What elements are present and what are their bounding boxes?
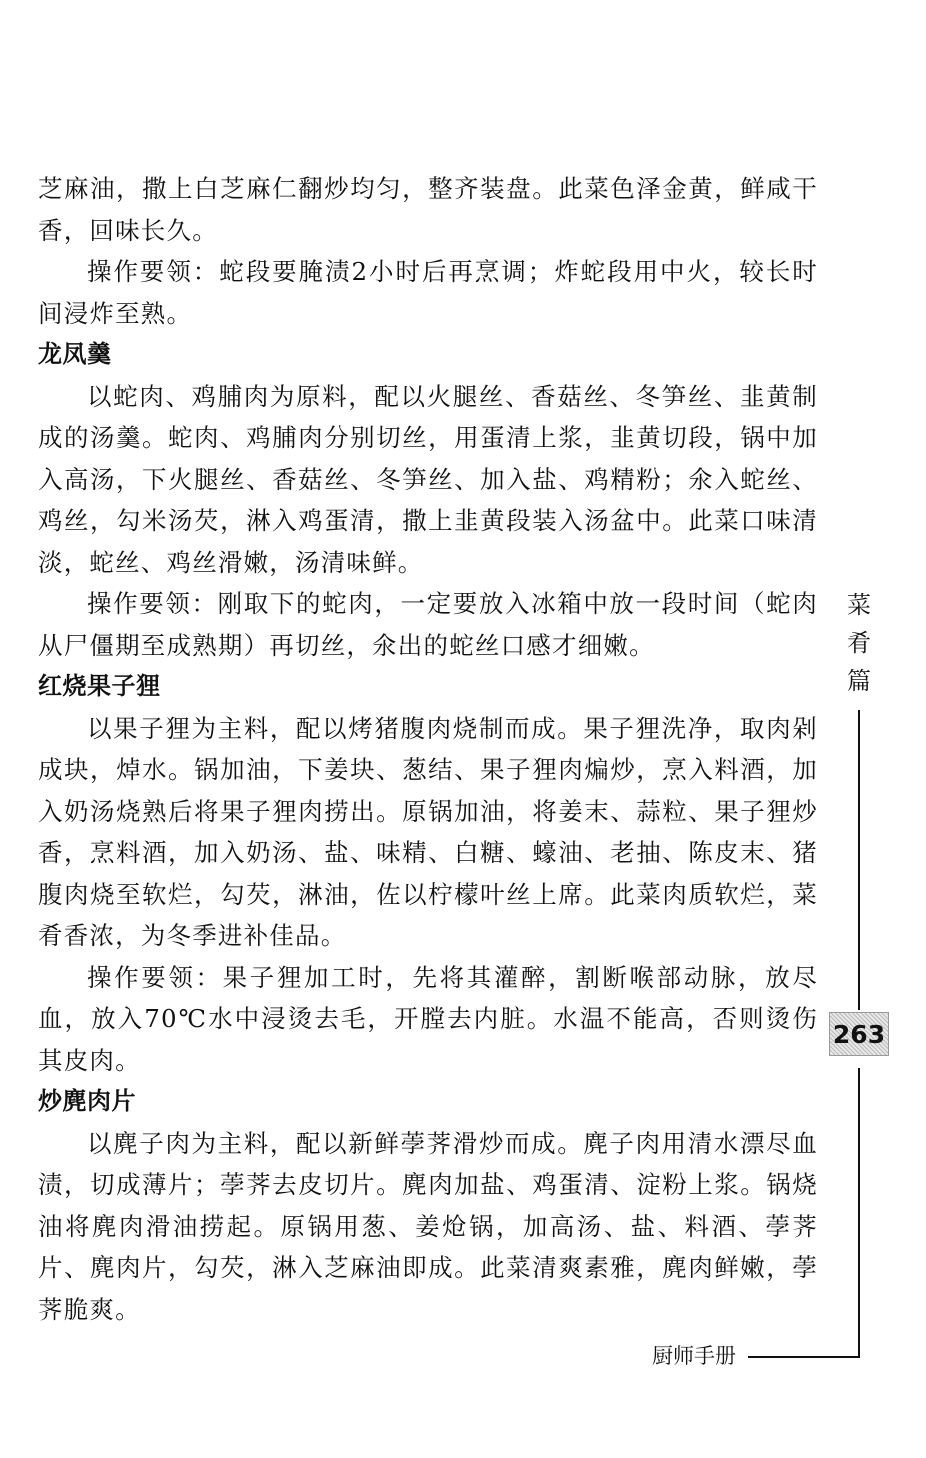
side-title-char: 菜 xyxy=(847,591,871,619)
section-heading: 龙凤羹 xyxy=(38,340,112,368)
side-title-char: 肴 xyxy=(847,629,871,657)
footer-rule xyxy=(748,1356,860,1358)
paragraph: 芝麻油，撒上白芝麻仁翻炒均匀，整齐装盘。此菜色泽金黄，鲜咸干香，回味长久。 xyxy=(38,174,818,245)
main-text xyxy=(38,168,818,1330)
paragraph: 操作要领：果子狸加工时，先将其灌醉，割断喉部动脉，放尽血，放入70℃水中浸烫去毛，开膛去内脏。水温不能高，否则烫伤其皮肉。 xyxy=(38,962,818,1075)
paragraph: 以果子狸为主料，配以烤猪腹肉烧制而成。果子狸洗净，取肉剁成块，焯水。锅加油，下姜块、葱结、果子狸肉煸炒，烹入料酒，加入奶汤烧熟后将果子狸肉捞出。原锅加油，将姜末、蒜粒、果子狸炒香，烹料酒，加入奶汤、盐、味精、白糖、蠔油、老抽、陈皮末、猪腹肉烧至软烂，勾芡，淋油，佐以柠檬叶丝上席。此菜肉质软烂，菜肴香浓，为冬季进补佳品。 xyxy=(38,713,818,950)
paragraph: 以麂子肉为主料，配以新鲜荸荠滑炒而成。麂子肉用清水漂尽血渍，切成薄片；荸荠去皮切片。麂肉加盐、鸡蛋清、淀粉上浆。锅烧油将麂肉滑油捞起。原锅用葱、姜炝锅，加高汤、盐、料酒、荸荠片、麂肉片，勾芡，淋入芝麻油即成。此菜清爽素雅，麂肉鲜嫩，荸荠脆爽。 xyxy=(38,1128,818,1324)
section-heading: 红烧果子狸 xyxy=(38,672,161,700)
margin-rule-upper xyxy=(858,710,860,1010)
margin-rule-lower xyxy=(858,1068,860,1356)
paragraph: 以蛇肉、鸡脯肉为原料，配以火腿丝、香菇丝、冬笋丝、韭黄制成的汤羹。蛇肉、鸡脯肉分别切丝，用蛋清上浆，韭黄切段，锅中加入高汤，下火腿丝、香菇丝、冬笋丝、加入盐、鸡精粉；氽入蛇丝、鸡丝，勾米汤芡，淋入鸡蛋清，撒上韭黄段装入汤盆中。此菜口味清淡，蛇丝、鸡丝滑嫩，汤清味鲜。 xyxy=(38,381,818,577)
side-title-char: 篇 xyxy=(847,667,871,695)
page-number: 263 xyxy=(829,1012,889,1056)
paragraph: 操作要领：刚取下的蛇肉，一定要放入冰箱中放一段时间（蛇肉从尸僵期至成熟期）再切丝，氽出的蛇丝口感才细嫩。 xyxy=(38,589,818,660)
chapter-side-title xyxy=(844,586,874,700)
paragraph: 操作要领：蛇段要腌渍2小时后再烹调；炸蛇段用中火，较长时间浸炸至熟。 xyxy=(38,257,818,328)
book-title-footer: 厨师手册 xyxy=(652,1344,736,1368)
section-heading: 炒麂肉片 xyxy=(38,1087,136,1115)
